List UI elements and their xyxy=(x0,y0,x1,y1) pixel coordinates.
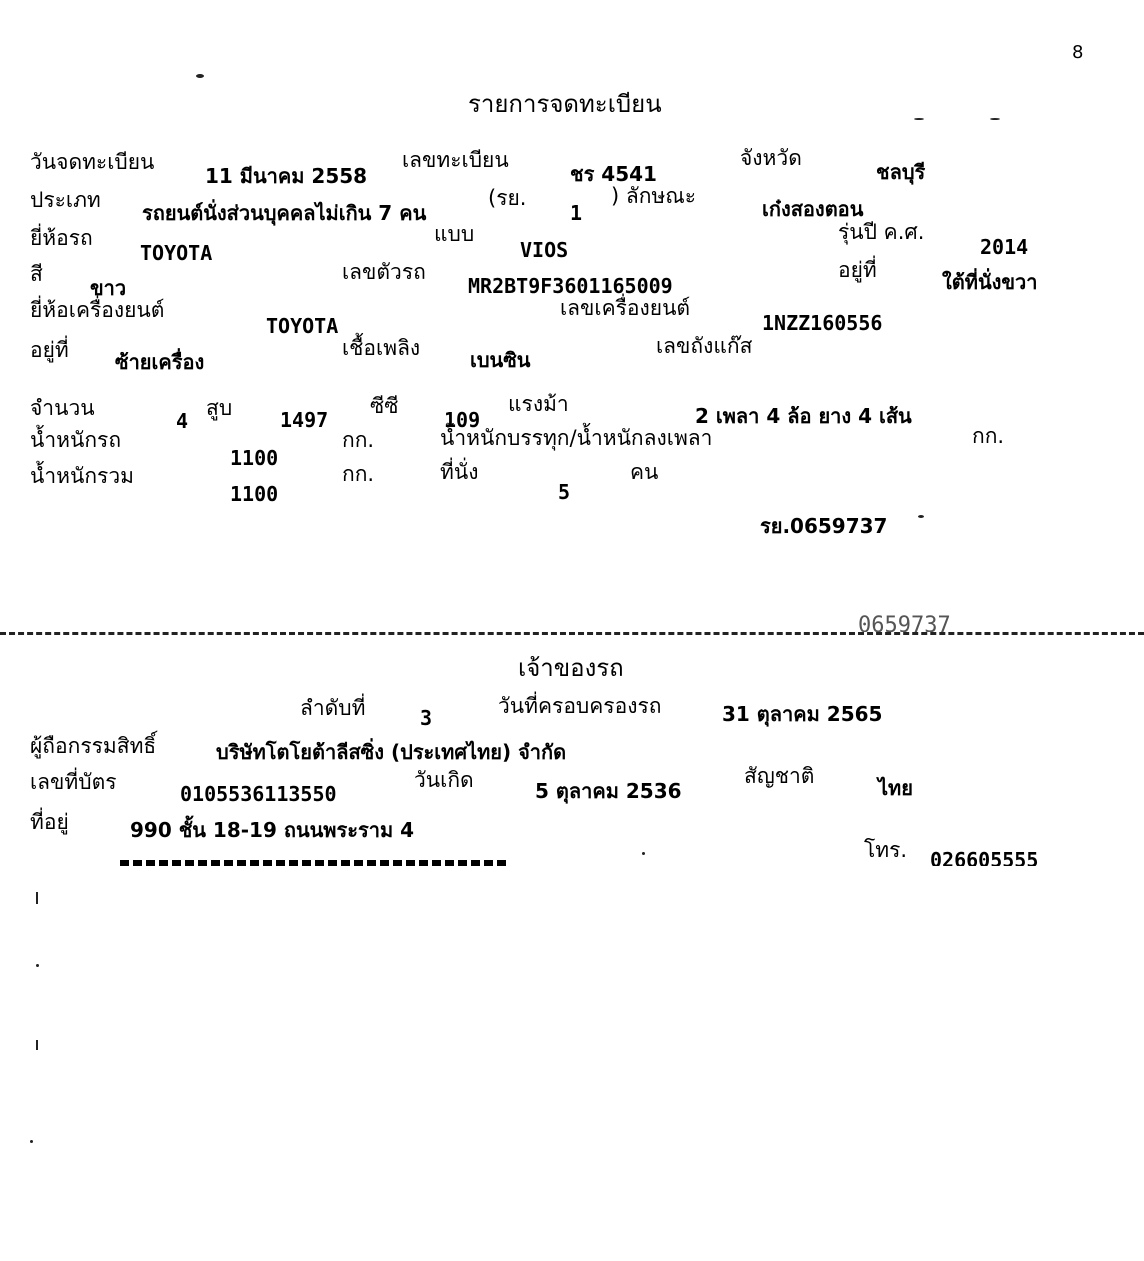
engine-location-label: อยู่ที่ xyxy=(30,338,69,362)
page-number: 8 xyxy=(1072,42,1084,63)
type-value: รถยนต์นั่งส่วนบุคคลไม่เกิน 7 คน xyxy=(142,201,427,225)
cylinder-unit: สูบ xyxy=(206,396,233,420)
holder-label: ผู้ถือกรรมสิทธิ์ xyxy=(30,734,157,758)
count-label: จำนวน xyxy=(30,396,95,420)
reg-date-label: วันจดทะเบียน xyxy=(30,150,155,174)
id-value: 0105536113550 xyxy=(180,782,337,806)
cut-off-address-line xyxy=(120,856,510,866)
possession-date: 31 ตุลาคม 2565 xyxy=(722,702,883,726)
engine-no-label: เลขเครื่องยนต์ xyxy=(560,296,691,320)
scan-speck xyxy=(914,118,924,120)
fuel-value: เบนซิน xyxy=(470,348,531,372)
id-label: เลขที่บัตร xyxy=(30,770,117,794)
province-value: ชลบุรี xyxy=(876,160,926,184)
scan-speck xyxy=(642,852,645,855)
birth-value: 5 ตุลาคม 2536 xyxy=(535,779,682,803)
province-label: จังหวัด xyxy=(740,146,802,170)
gross-label: น้ำหนักรวม xyxy=(30,464,134,488)
phone-value: 026605555 xyxy=(930,850,1039,866)
weight-value: 1100 xyxy=(230,446,279,470)
engine-location-value: ซ้ายเครื่อง xyxy=(115,350,205,374)
vin-location-label: อยู่ที่ xyxy=(838,258,877,282)
scan-speck xyxy=(36,892,38,904)
hp-unit: แรงม้า xyxy=(508,392,569,416)
vin-location-value: ใต้ที่นั่งขวา xyxy=(942,270,1038,294)
brand-label: ยี่ห้อรถ xyxy=(30,226,93,250)
holder-value: บริษัทโตโยต้าลีสซิ่ง (ประเทศไทย) จำกัด xyxy=(216,740,567,764)
cc-unit: ซีซี xyxy=(370,394,399,418)
gross-unit: กก. xyxy=(342,462,375,486)
scan-speck xyxy=(918,515,924,518)
possession-label: วันที่ครอบครองรถ xyxy=(498,694,662,718)
type-code-value: 1 xyxy=(570,201,583,225)
engine-brand-label: ยี่ห้อเครื่องยนต์ xyxy=(30,298,165,322)
style-value: เก๋งสองตอน xyxy=(762,197,864,221)
year-value: 2014 xyxy=(980,235,1029,259)
cylinders-value: 4 xyxy=(176,409,189,433)
fuel-label: เชื้อเพลิง xyxy=(342,336,421,360)
gross-value: 1100 xyxy=(230,482,279,506)
scan-speck xyxy=(36,964,39,967)
engine-no-value: 1NZZ160556 xyxy=(762,311,883,335)
order-value: 3 xyxy=(420,706,433,730)
scan-speck xyxy=(990,118,1000,120)
registration-heading: รายการจดทะเบียน xyxy=(468,90,662,118)
model-value: VIOS xyxy=(520,238,569,262)
style-label: ) ลักษณะ xyxy=(611,184,697,208)
seats-value: 5 xyxy=(558,480,571,504)
scan-speck xyxy=(30,1140,33,1143)
engine-brand-value: TOYOTA xyxy=(266,314,339,338)
tear-line xyxy=(0,632,1144,635)
reg-date-value: 11 มีนาคม 2558 xyxy=(205,164,368,188)
color-label: สี xyxy=(30,262,43,286)
type-code-prefix: (รย. xyxy=(488,186,527,210)
plate-value: ชร 4541 xyxy=(570,162,657,186)
model-label: แบบ xyxy=(434,222,475,246)
address-label: ที่อยู่ xyxy=(30,810,69,834)
load-label: น้ำหนักบรรทุก/น้ำหนักลงเพลา xyxy=(440,426,713,450)
phone-label: โทร. xyxy=(864,838,908,862)
cc-value: 1497 xyxy=(280,408,329,432)
seats-unit: คน xyxy=(630,460,659,484)
plate-label: เลขทะเบียน xyxy=(402,148,509,172)
owner-heading: เจ้าของรถ xyxy=(518,654,624,682)
book-number: รย.0659737 xyxy=(760,514,888,538)
address-value: 990 ชั้น 18-19 ถนนพระราม 4 xyxy=(130,818,415,842)
brand-value: TOYOTA xyxy=(140,241,213,265)
order-label: ลำดับที่ xyxy=(300,696,366,720)
nationality-value: ไทย xyxy=(878,776,913,800)
vin-value: MR2BT9F3601165009 xyxy=(468,274,673,298)
scan-speck xyxy=(36,1040,38,1050)
nationality-label: สัญชาติ xyxy=(744,764,815,788)
year-label: รุ่นปี ค.ศ. xyxy=(838,220,925,244)
hp-value: 109 xyxy=(444,408,481,432)
scan-speck xyxy=(196,74,204,78)
load-unit: กก. xyxy=(972,424,1005,448)
axles-value: 2 เพลา 4 ล้อ ยาง 4 เส้น xyxy=(695,404,912,428)
faint-book-number: 0659737 xyxy=(858,615,951,632)
gas-tank-label: เลขถังแก๊ส xyxy=(656,334,753,358)
color-value: ขาว xyxy=(90,276,127,300)
type-label: ประเภท xyxy=(30,188,101,212)
weight-label: น้ำหนักรถ xyxy=(30,428,122,452)
vin-label: เลขตัวรถ xyxy=(342,260,426,284)
birth-label: วันเกิด xyxy=(414,768,474,792)
weight-unit: กก. xyxy=(342,428,375,452)
seats-label: ที่นั่ง xyxy=(440,460,479,484)
